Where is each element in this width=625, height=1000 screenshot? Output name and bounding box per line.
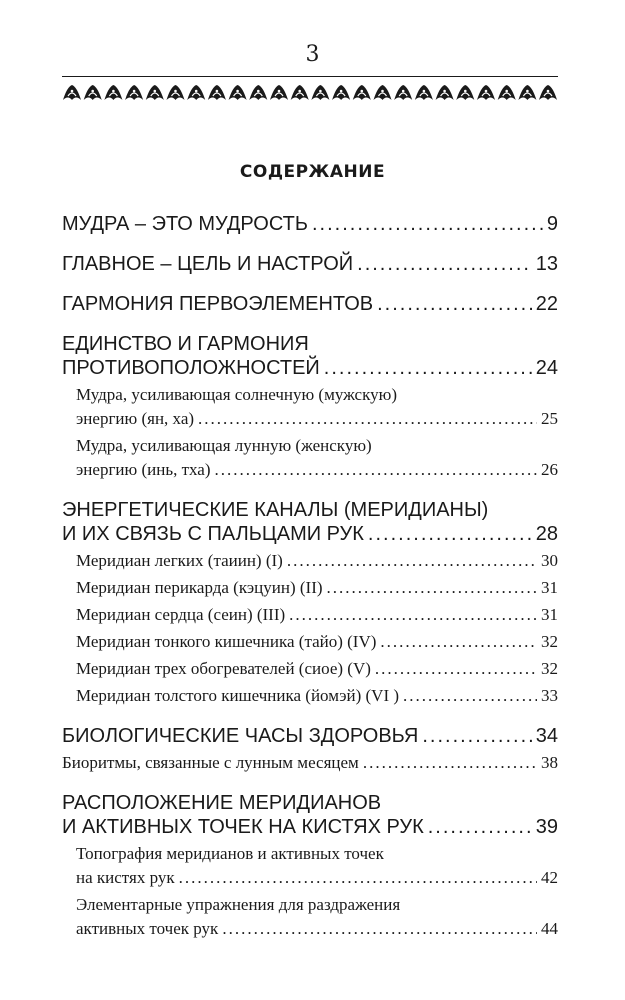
- leader-dots: [368, 522, 532, 546]
- toc-entry: [62, 718, 558, 748]
- toc-entry-title-line1: ЭНЕРГЕТИЧЕСКИЕ КАНАЛЫ (МЕРИДИАНЫ): [62, 499, 489, 521]
- toc-entry-page: 13: [535, 253, 558, 275]
- toc-subentry-title: Меридиан сердца (сеин) (III): [76, 605, 286, 624]
- leader-dots: [179, 866, 537, 890]
- toc-subentry: [62, 842, 558, 890]
- leader-dots: [375, 657, 537, 681]
- leader-dots: [287, 549, 537, 573]
- toc-entry-page: 39: [535, 816, 558, 838]
- toc-entry-title-line1: РАСПОЛОЖЕНИЕ МЕРИДИАНОВ: [62, 792, 382, 814]
- toc-subentry-title: на кистях рук: [76, 868, 175, 887]
- leader-dots: [377, 292, 532, 316]
- toc-entry-title: МУДРА – ЭТО МУДРОСТЬ: [62, 213, 308, 235]
- leader-dots: [222, 917, 537, 941]
- toc-subentry: [62, 434, 558, 482]
- toc-subentry-page: 38: [541, 753, 558, 772]
- toc-entry-title: И ИХ СВЯЗЬ С ПАЛЬЦАМИ РУК: [62, 523, 364, 545]
- decorative-ornament-band: [62, 84, 558, 102]
- toc-subentry-title: энергию (инь, тха): [76, 460, 211, 479]
- toc-subentry-title-line1: Мудра, усиливающая солнечную (мужскую): [76, 385, 397, 404]
- page-number: 3: [305, 42, 320, 67]
- leader-dots: [428, 815, 532, 839]
- toc-subentry-title: Меридиан тонкого кишечника (тайо) (IV): [76, 632, 377, 651]
- toc-subentry-page: 31: [541, 578, 558, 597]
- leader-dots: [357, 252, 532, 276]
- leader-dots: [289, 603, 537, 627]
- toc-subentry-page: 32: [541, 659, 558, 678]
- leader-dots: [198, 407, 537, 431]
- toc-entry: [62, 492, 558, 546]
- leader-dots: [363, 751, 537, 775]
- toc-subentry: [62, 751, 558, 775]
- toc-entry-title: ПРОТИВОПОЛОЖНОСТЕЙ: [62, 357, 320, 379]
- toc-entry-title: И АКТИВНЫХ ТОЧЕК НА КИСТЯХ РУК: [62, 816, 424, 838]
- toc-entry: [62, 286, 558, 316]
- toc-subentry-page: 31: [541, 605, 558, 624]
- toc-entry-page: 28: [535, 523, 558, 545]
- toc-subentry: [62, 893, 558, 941]
- toc-subentry-page: 25: [541, 409, 558, 428]
- toc-subentry-page: 30: [541, 551, 558, 570]
- toc-entry: [62, 785, 558, 839]
- toc-entry-page: 24: [535, 357, 558, 379]
- toc-subentry-page: 33: [541, 686, 558, 705]
- toc-subentry: [62, 549, 558, 573]
- toc-entry-title: ГАРМОНИЯ ПЕРВОЭЛЕМЕНТОВ: [62, 293, 374, 315]
- toc-entry-page: 9: [546, 213, 558, 235]
- toc-entry: [62, 206, 558, 236]
- toc-subentry-page: 32: [541, 632, 558, 651]
- toc-subentry-title: Меридиан трех обогревателей (сиое) (V): [76, 659, 371, 678]
- toc-subentry: [62, 684, 558, 708]
- toc-entry-title: БИОЛОГИЧЕСКИЕ ЧАСЫ ЗДОРОВЬЯ: [62, 725, 419, 747]
- toc-subentry-title: Биоритмы, связанные с лунным месяцем: [62, 753, 359, 772]
- toc-entry-page: 22: [535, 293, 558, 315]
- table-of-contents: [62, 206, 558, 941]
- leader-dots: [380, 630, 537, 654]
- leader-dots: [327, 576, 537, 600]
- toc-subentry-title-line1: Мудра, усиливающая лунную (женскую): [76, 436, 372, 455]
- toc-entry: [62, 326, 558, 380]
- toc-subentry-title: Меридиан легких (таиин) (I): [76, 551, 283, 570]
- header-rule: [62, 76, 558, 77]
- leader-dots: [214, 458, 537, 482]
- toc-subentry-title: Меридиан толстого кишечника (йомэй) (VI ): [76, 686, 400, 705]
- toc-subentry-page: 26: [541, 460, 558, 479]
- toc-subentry-title-line1: Топография меридианов и активных точек: [76, 844, 384, 863]
- leader-dots: [324, 356, 532, 380]
- toc-entry-title-line1: ЕДИНСТВО И ГАРМОНИЯ: [62, 333, 309, 355]
- leader-dots: [422, 724, 531, 748]
- toc-subentry-page: 42: [541, 868, 558, 887]
- toc-entry: [62, 246, 558, 276]
- toc-entry-page: 34: [535, 725, 558, 747]
- toc-subentry: [62, 657, 558, 681]
- toc-subentry: [62, 630, 558, 654]
- toc-subentry-page: 44: [541, 919, 558, 938]
- leader-dots: [403, 684, 537, 708]
- toc-subentry-title: активных точек рук: [76, 919, 219, 938]
- leader-dots: [312, 212, 543, 236]
- toc-subentry-title-line1: Элементарные упражнения для раздражения: [76, 895, 401, 914]
- toc-entry-title: ГЛАВНОЕ – ЦЕЛЬ И НАСТРОЙ: [62, 253, 354, 275]
- toc-subentry-title: энергию (ян, ха): [76, 409, 195, 428]
- toc-subentry: [62, 576, 558, 600]
- toc-subentry: [62, 383, 558, 431]
- toc-subentry-title: Меридиан перикарда (кэцуин) (II): [76, 578, 323, 597]
- toc-subentry: [62, 603, 558, 627]
- contents-heading: СОДЕРЖАНИЕ: [239, 162, 386, 182]
